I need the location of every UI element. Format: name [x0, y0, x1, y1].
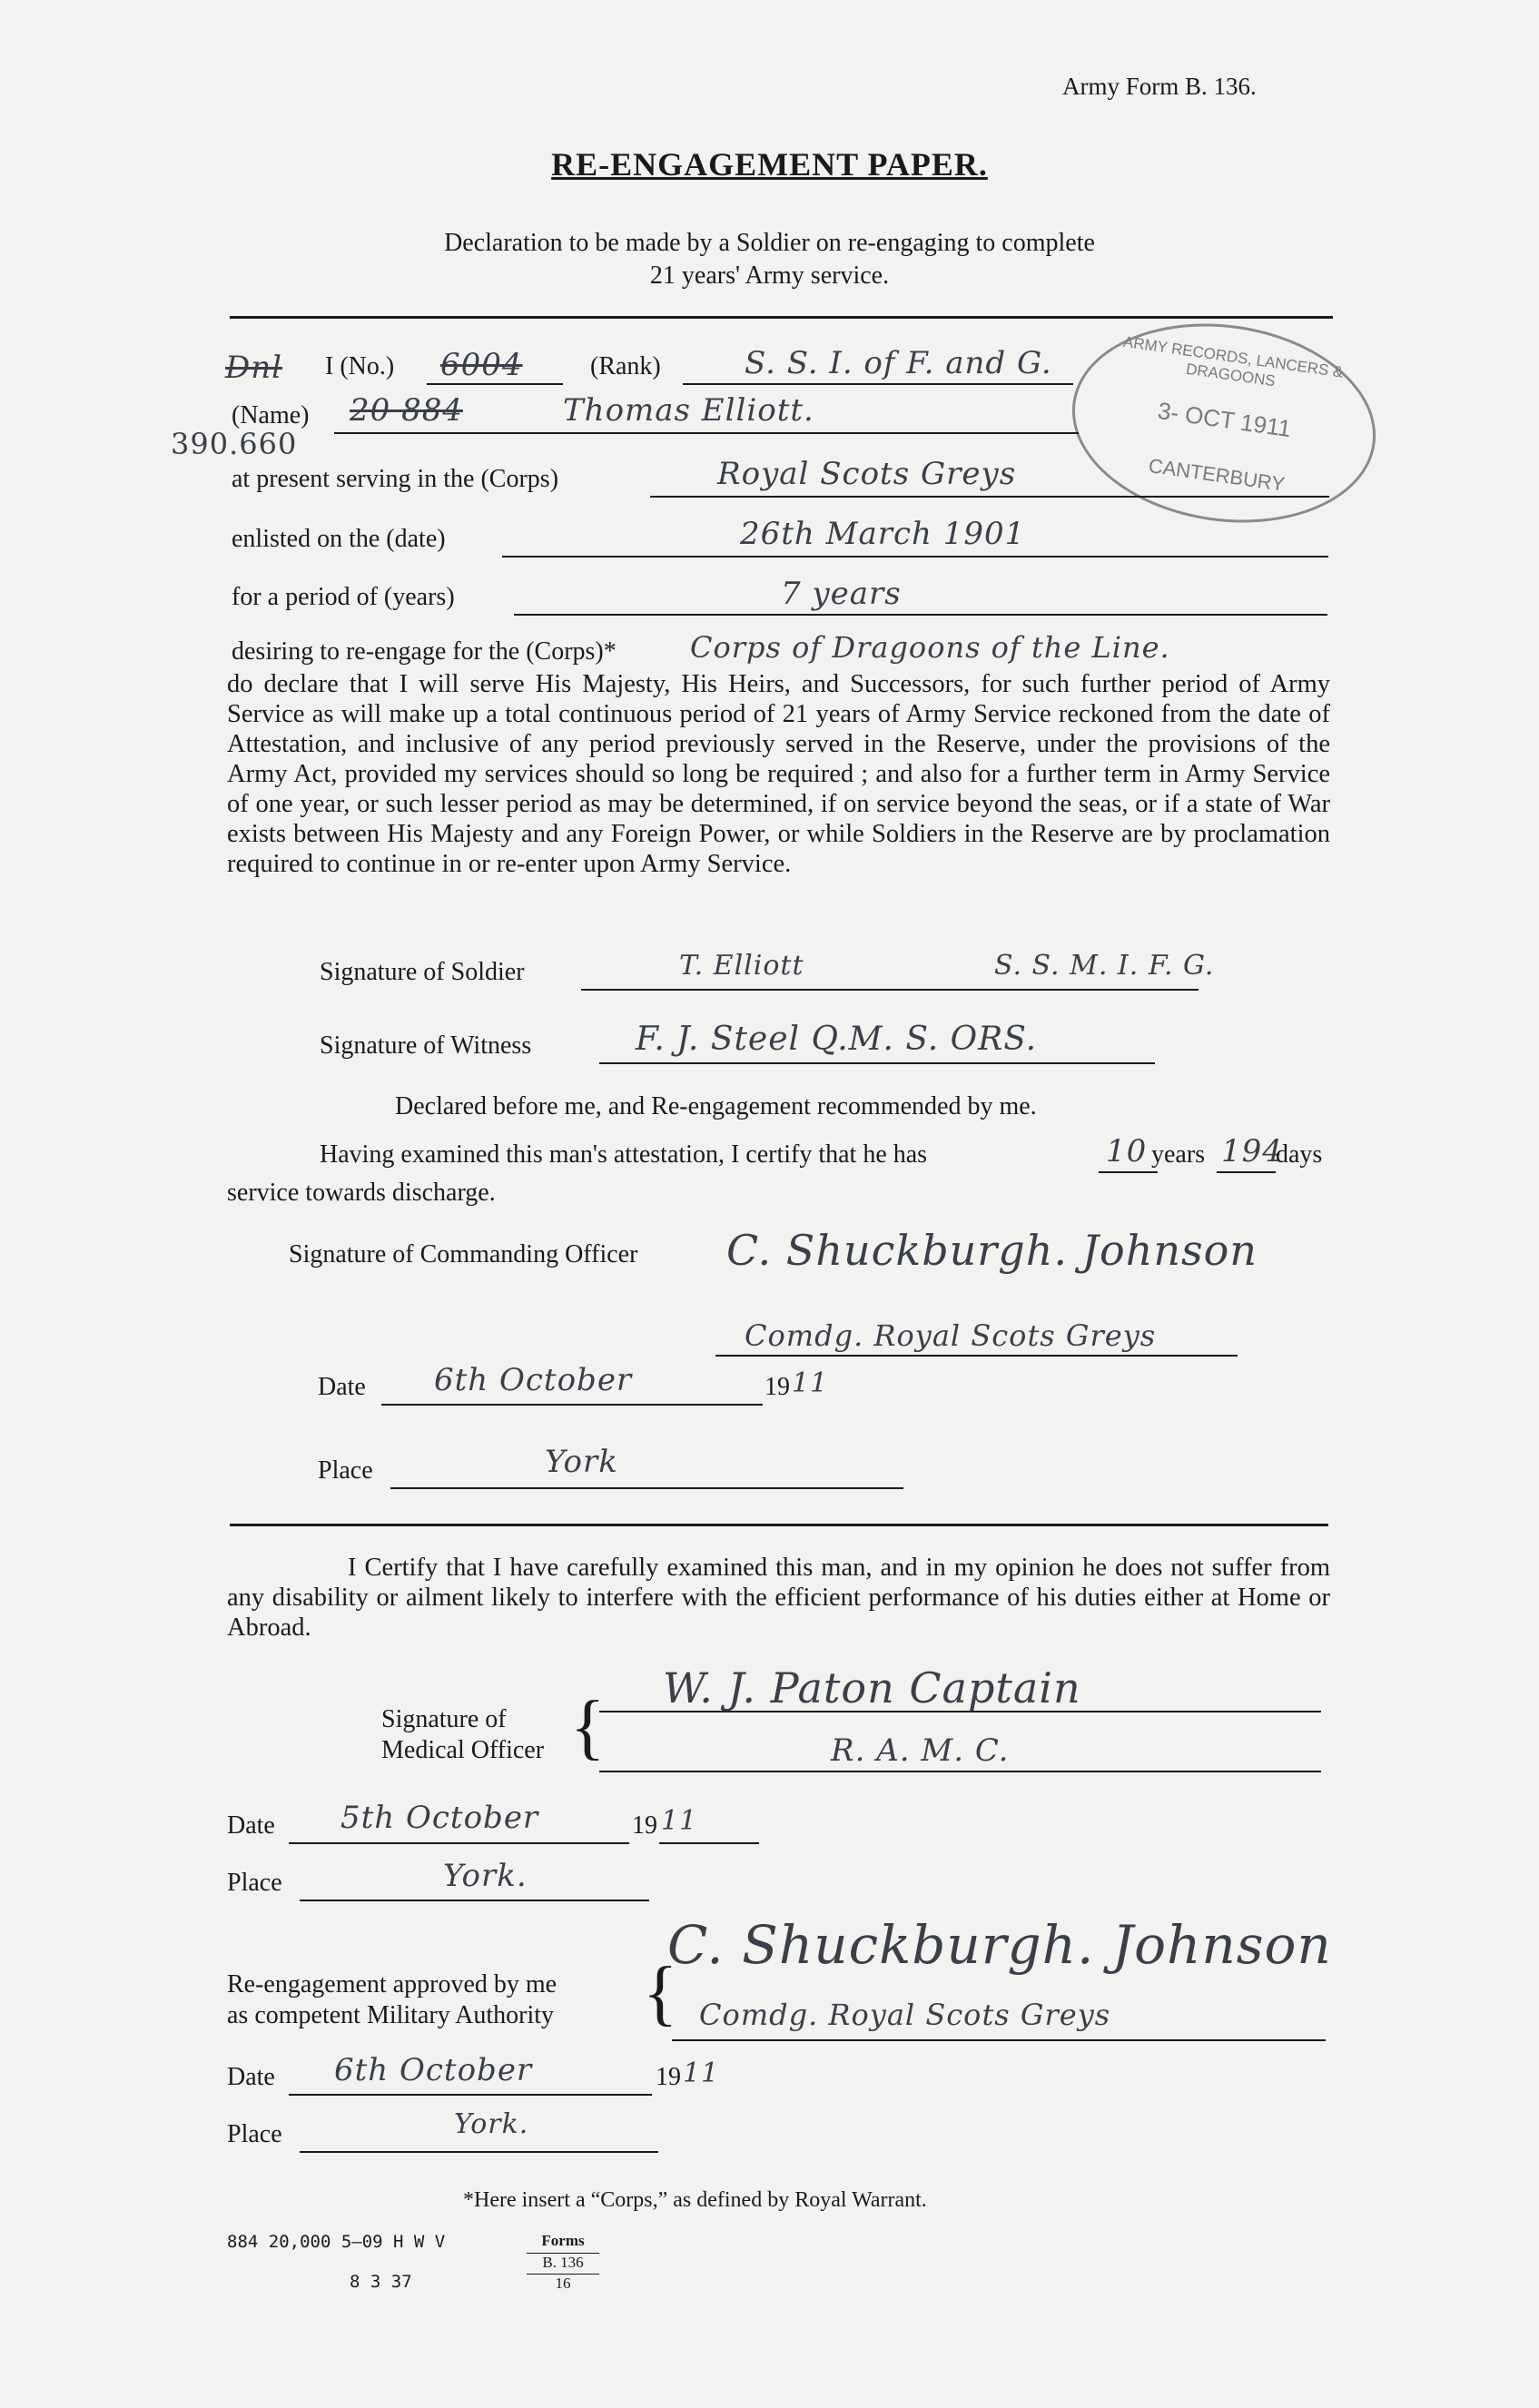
approval-label2: as competent Military Authority: [227, 2001, 555, 2029]
corps-value: Royal Scots Greys: [717, 456, 1017, 492]
medical-certify-text: I Certify that I have carefully examined this man, and in my opinion he does not suffer from any disability or ailment likely to interfere with the efficient performance of his duties either at Home or Abroad.: [227, 1554, 1330, 1642]
rank-label: (Rank): [590, 352, 661, 380]
printer-line2: 8 3 37: [350, 2272, 412, 2292]
medical-brace: {: [570, 1687, 606, 1767]
no-label: I (No.): [325, 352, 395, 380]
approval-year-suffix: 11: [683, 2058, 720, 2089]
medical-year-prefix: 19: [632, 1811, 657, 1840]
approval-date-value: 6th October: [334, 2052, 533, 2088]
header-rule: [230, 316, 1333, 319]
declared-text: Declared before me, and Re-engagement recommended by me.: [395, 1092, 1037, 1120]
examined-text: Having examined this man's attestation, I certify that he has: [320, 1140, 928, 1169]
declaration-text: do declare that I will serve His Majesty, His Heirs, and Successors, for such further period of Army Service as will make up a total continuous period of 21 years of Army Service reckoned from the date of Attestation, and inclusive of any period previously served in the Reserve, under the provisions of the Army Act, provided my services should so long be required ; and also for a further term in Army Service of one year, or such lesser period as may be determined, if on service beyond the seas, or if a state of War exists between His Majesty and any Foreign Power, or while Soldiers in the Reserve are by proclamation required to continue in or re-enter upon Army Service.: [227, 670, 1330, 878]
approval-year-prefix: 19: [656, 2063, 681, 2091]
medical-sig-label2: Medical Officer: [381, 1736, 545, 1764]
years-label: years: [1151, 1140, 1206, 1169]
soldier-sig-label: Signature of Soldier: [320, 958, 525, 986]
soldier-sig-value: T. Elliott: [679, 950, 804, 982]
medical-sig-label1: Signature of: [381, 1705, 507, 1733]
no-value: 6004: [440, 347, 523, 383]
co-sig-label: Signature of Commanding Officer: [289, 1240, 638, 1268]
approval-sig-value2: Comdg. Royal Scots Greys: [699, 1998, 1111, 2032]
co-place-value: York: [545, 1444, 618, 1480]
reengage-value: Corps of Dragoons of the Line.: [690, 630, 1170, 665]
footnote: *Here insert a “Corps,” as defined by Royal Warrant.: [463, 2188, 927, 2212]
enlisted-value: 26th March 1901: [740, 516, 1026, 552]
printer-line1: 884 20,000 5—09 H W V: [227, 2232, 446, 2252]
co-place-label: Place: [318, 1456, 373, 1485]
medical-date-label: Date: [227, 1811, 275, 1840]
rank-value: S. S. I. of F. and G.: [745, 345, 1052, 381]
name-label: (Name): [232, 401, 310, 429]
enlisted-label: enlisted on the (date): [232, 525, 446, 553]
co-sig-value: C. Shuckburgh. Johnson: [726, 1226, 1258, 1275]
medical-year-suffix: 11: [661, 1805, 698, 1837]
co-title-value: Comdg. Royal Scots Greys: [745, 1318, 1157, 1353]
soldier-rank-value: S. S. M. I. F. G.: [994, 950, 1215, 982]
approval-brace: {: [643, 1953, 678, 2033]
service-text: service towards discharge.: [227, 1179, 496, 1207]
co-date-value: 6th October: [434, 1362, 633, 1398]
approval-label1: Re-engagement approved by me: [227, 1970, 557, 1998]
corps-label: at present serving in the (Corps): [232, 465, 559, 493]
medical-place-label: Place: [227, 1869, 282, 1897]
form-id: Army Form B. 136.: [1062, 73, 1257, 100]
witness-sig-label: Signature of Witness: [320, 1031, 532, 1060]
days-label: days: [1276, 1140, 1323, 1169]
forms-num: 16: [527, 2274, 599, 2293]
years-value: 10: [1106, 1133, 1148, 1169]
forms-label: Forms: [541, 2232, 585, 2249]
approval-date-label: Date: [227, 2063, 275, 2091]
approval-sig-value: C. Shuckburgh. Johnson: [667, 1914, 1332, 1976]
days-value: 194: [1221, 1133, 1283, 1169]
co-year-suffix: 11: [792, 1367, 829, 1399]
subtitle-line2: 21 years' Army service.: [649, 262, 890, 290]
name-value: Thomas Elliott.: [563, 392, 814, 429]
forms-code: B. 136: [527, 2253, 599, 2272]
records-stamp: ARMY RECORDS, LANCERS & DRAGOONS 3- OCT 1911 CANTERBURY: [1060, 305, 1389, 542]
witness-sig-value: F. J. Steel Q.M. S. ORS.: [636, 1021, 1038, 1058]
medical-sig-value2: R. A. M. C.: [831, 1732, 1010, 1769]
medical-date-value: 5th October: [340, 1800, 539, 1836]
page-title: RE-ENGAGEMENT PAPER.: [551, 146, 988, 183]
approval-place-label: Place: [227, 2120, 282, 2148]
period-label: for a period of (years): [232, 583, 455, 611]
period-value: 7 years: [781, 576, 902, 612]
section-rule: [230, 1524, 1328, 1526]
margin-number: 390.660: [171, 427, 298, 461]
subtitle-line1: Declaration to be made by a Soldier on re-engaging to complete: [444, 229, 1095, 257]
approval-place-value: York.: [454, 2108, 529, 2140]
co-date-label: Date: [318, 1373, 366, 1401]
medical-sig-value: W. J. Paton Captain: [663, 1663, 1081, 1712]
reengage-label: desiring to re-engage for the (Corps)*: [232, 637, 617, 666]
name-crossed: 20 884: [350, 392, 463, 429]
medical-place-value: York.: [443, 1858, 528, 1894]
no-prefix-crossed: Dnl: [225, 350, 283, 386]
co-year-prefix: 19: [765, 1373, 790, 1401]
